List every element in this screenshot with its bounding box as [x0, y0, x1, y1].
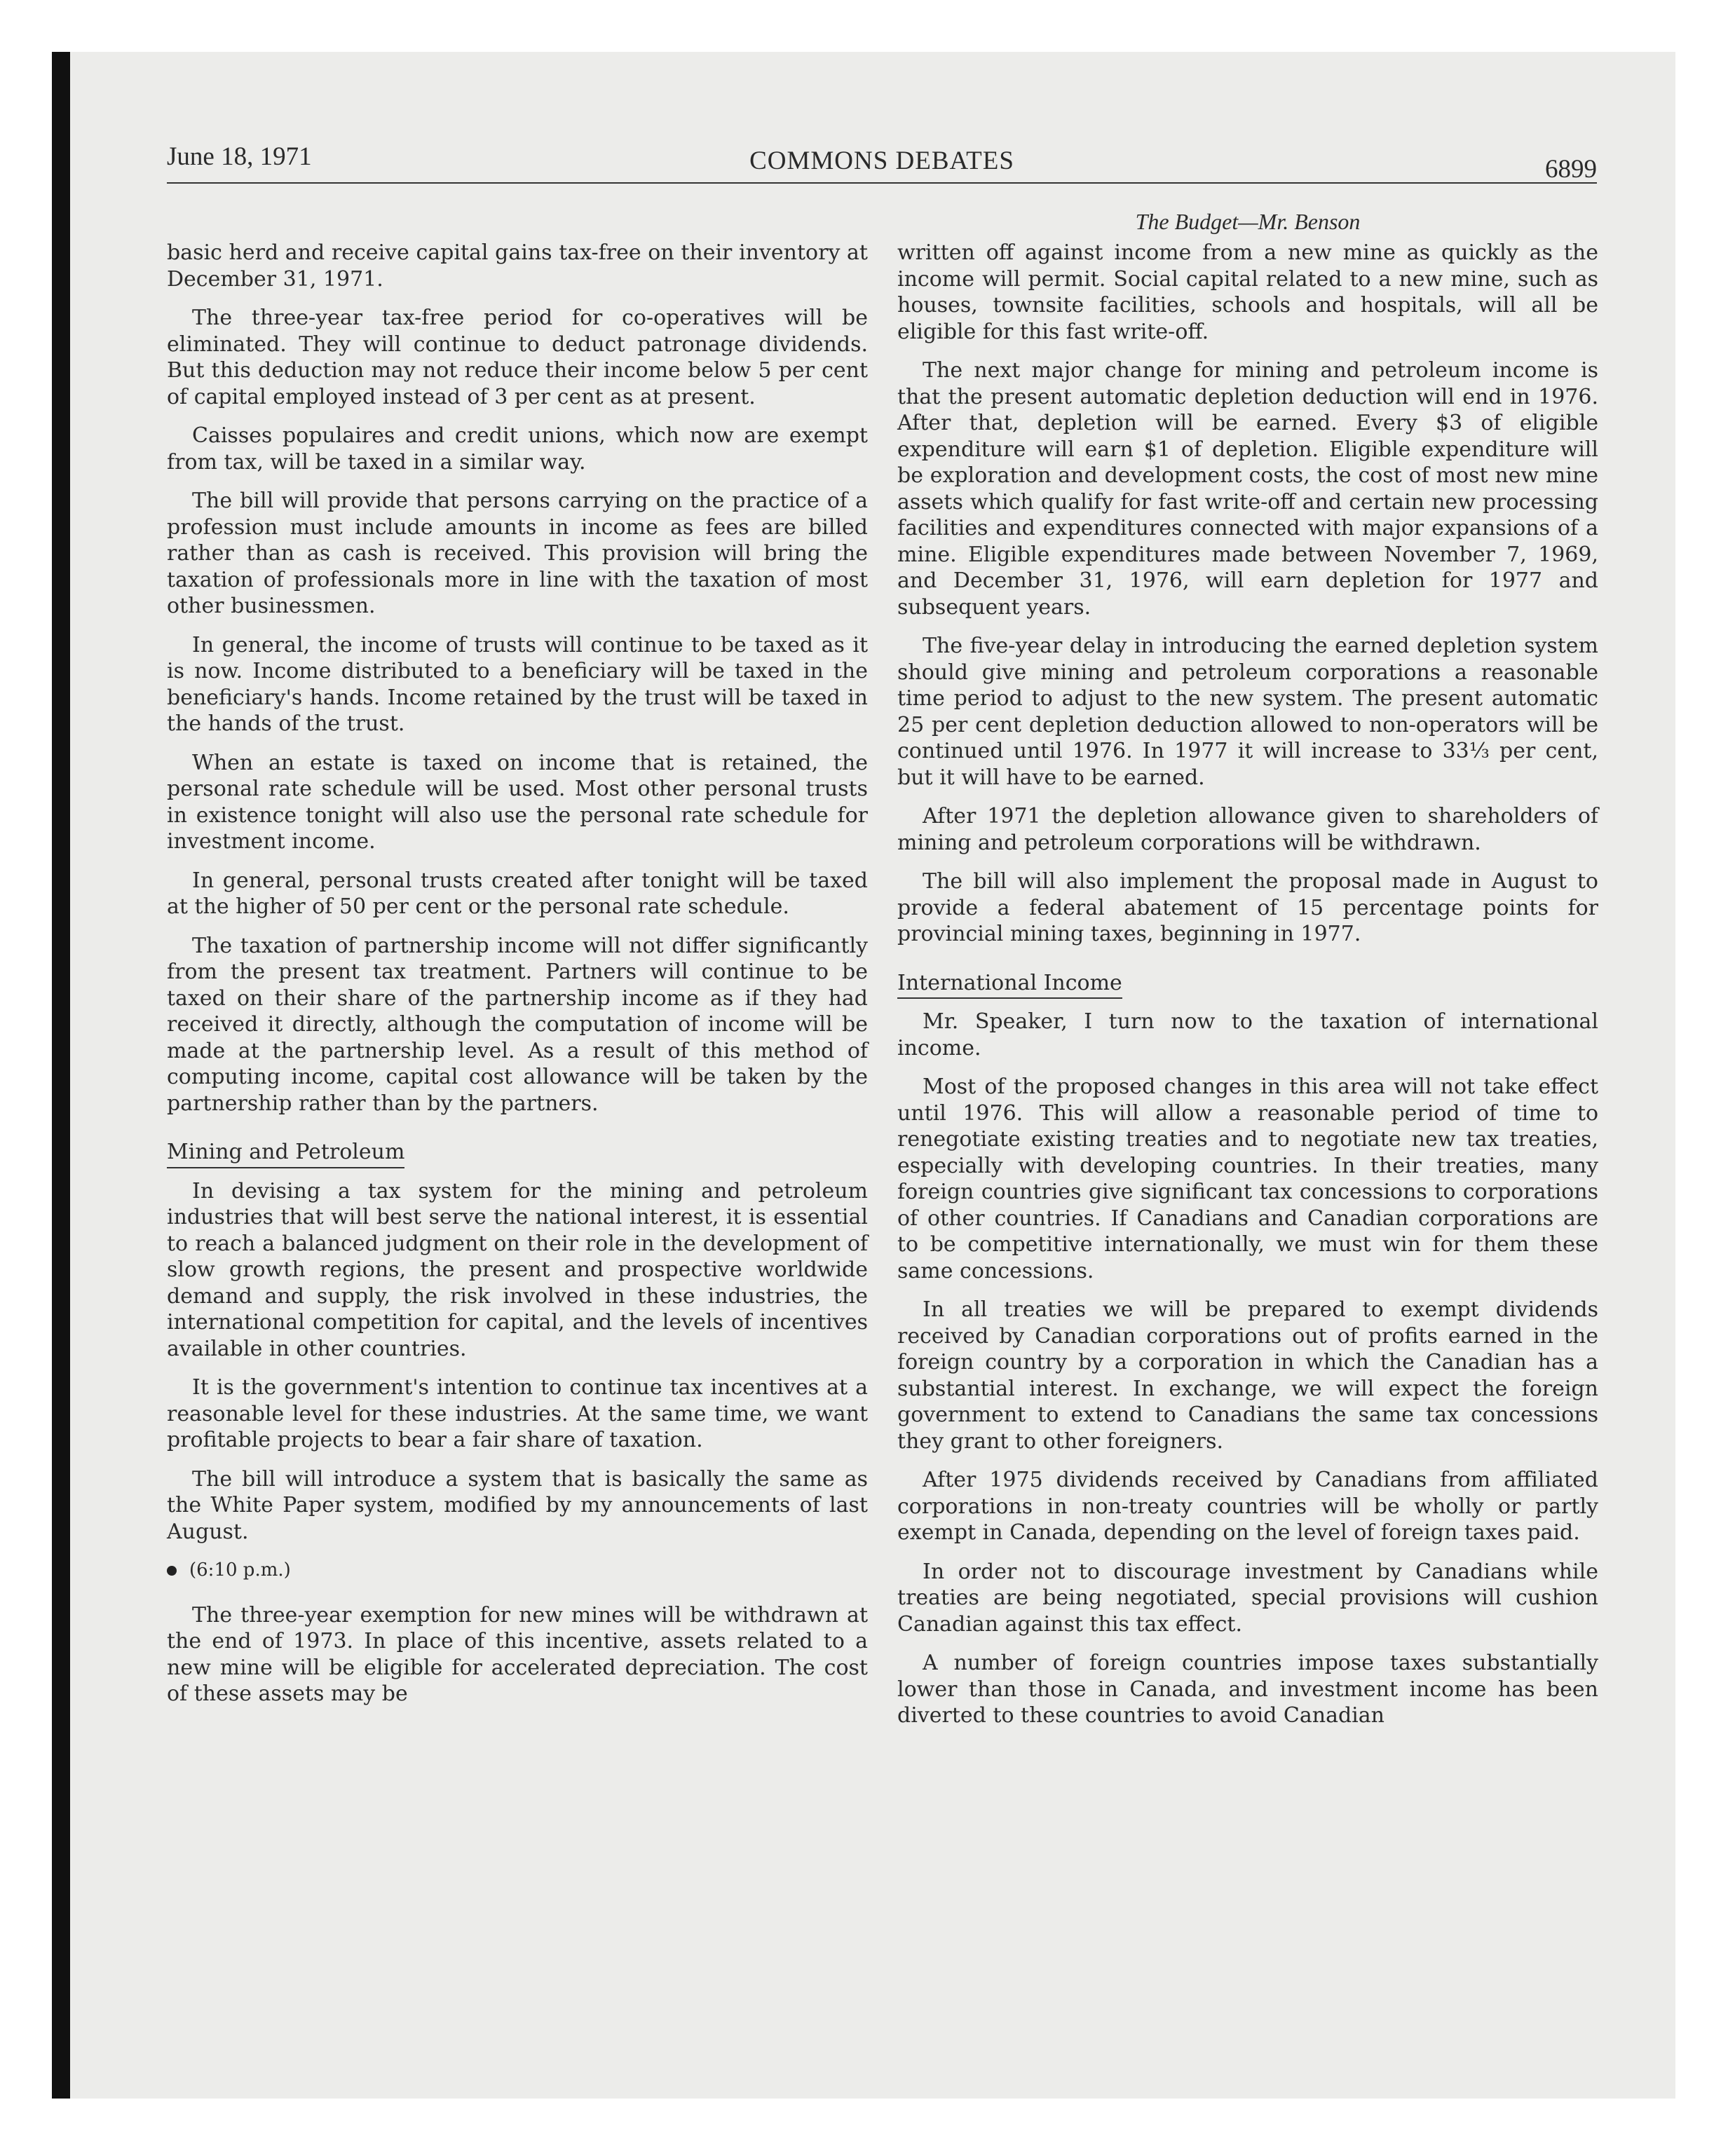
- paragraph: basic herd and receive capital gains tax-free on their inventory at December 31, 1971.: [167, 240, 868, 292]
- page-number: 6899: [1545, 155, 1597, 184]
- paragraph: Most of the proposed changes in this area will not take effect until 1976. This will allow a reasonable period of time to renegotiate existing treaties and to negotiate new tax treaties, especially with developing countries. In their treaties, many foreign countries give significant tax concessions to corporations of other countries. If Canadians and Canadian corporations are to be competitive internationally, we must win for them these same concessions.: [897, 1074, 1598, 1283]
- paragraph: Caisses populaires and credit unions, which now are exempt from tax, will be taxed in a similar way.: [167, 423, 868, 475]
- section-header: The Budget—Mr. Benson: [1135, 209, 1361, 234]
- subheading-international: International Income: [897, 970, 1122, 999]
- paragraph: The taxation of partnership income will not differ significantly from the present tax treatment. Partners will continue to be taxed on their share of the partnership income as if they had received it directly, although the computation of income will be made at the partnership level. As a result of this method of computing income, capital cost allowance will be taken by the partnership rather than by the partners.: [167, 933, 868, 1116]
- paragraph: In all treaties we will be prepared to exempt dividends received by Canadian corporations out of profits earned in the foreign country by a corporation in which the Canadian has a substantial interest. In exchange, we will expect the foreign government to extend to Canadians the same tax concessions they grant to other foreigners.: [897, 1297, 1598, 1454]
- paragraph: written off against income from a new mine as quickly as the income will permit. Social capital related to a new mine, such as houses, townsite facilities, schools and hospitals, will all be eligible for this fast write-off.: [897, 240, 1598, 344]
- header-date: June 18, 1971: [167, 142, 312, 171]
- timestamp: [167, 1557, 868, 1584]
- paragraph: The bill will also implement the proposal made in August to provide a federal abatement of 15 percentage points for provincial mining taxes, beginning in 1977.: [897, 869, 1598, 946]
- scan-edge: [52, 52, 70, 2099]
- bullet-icon: [167, 1566, 177, 1576]
- paragraph: In devising a tax system for the mining and petroleum industries that will best serve the national interest, it is essential to reach a balanced judgment on their role in the development of slow growth regions, the present and prospective worldwide demand and supply, the risk involved in these industries, the international competition for capital, and the levels of incentives available in other countries.: [167, 1178, 868, 1361]
- paragraph: The three-year exemption for new mines will be withdrawn at the end of 1973. In place of this incentive, assets related to a new mine will be eligible for accelerated depreciation. The cost of these assets may be: [167, 1602, 868, 1706]
- paragraph: Mr. Speaker, I turn now to the taxation of international income.: [897, 1009, 1598, 1060]
- paragraph: It is the government's intention to continue tax incentives at a reasonable level for these industries. At the same time, we want profitable projects to bear a fair share of taxation.: [167, 1375, 868, 1452]
- left-column: [167, 240, 868, 1720]
- paragraph: After 1971 the depletion allowance given to shareholders of mining and petroleum corporations will be withdrawn.: [897, 804, 1598, 855]
- paragraph: When an estate is taxed on income that is retained, the personal rate schedule will be used. Most other personal trusts in existence tonight will also use the personal rate schedule for investment income.: [167, 750, 868, 854]
- paragraph: The bill will provide that persons carrying on the practice of a profession must include amounts in income as fees are billed rather than as cash is received. This provision will bring the taxation of professionals more in line with the taxation of most other businessmen.: [167, 489, 868, 618]
- paragraph: The five-year delay in introducing the earned depletion system should give mining and petroleum corporations a reasonable time period to adjust to the new system. The present automatic 25 per cent depletion deduction allowed to non-operators will be continued until 1976. In 1977 it will increase to 33⅓ per cent, but it will have to be earned.: [897, 634, 1598, 790]
- paragraph: In general, personal trusts created after tonight will be taxed at the higher of 50 per cent or the personal rate schedule.: [167, 868, 868, 919]
- page-header: [167, 140, 1597, 184]
- subheading-mining: Mining and Petroleum: [167, 1139, 404, 1168]
- timestamp-text: (6:10 p.m.): [189, 1560, 291, 1581]
- paragraph: The next major change for mining and petroleum income is that the present automatic depletion deduction will end in 1976. After that, depletion will be earned. Every $3 of eligible expenditure will earn $1 of depletion. Eligible expenditure will be exploration and development costs, the cost of most new mine assets which qualify for fast write-off and certain new processing facilities and expenditures connected with major expansions of a mine. Eligible expenditures made between November 7, 1969, and December 31, 1976, will earn depletion for 1977 and subsequent years.: [897, 358, 1598, 620]
- paragraph: After 1975 dividends received by Canadians from affiliated corporations in non-treaty countries will be wholly or partly exempt in Canada, depending on the level of foreign taxes paid.: [897, 1468, 1598, 1545]
- paragraph: A number of foreign countries impose taxes substantially lower than those in Canada, and investment income has been diverted to these countries to avoid Canadian: [897, 1651, 1598, 1728]
- paragraph: In order not to discourage investment by Canadians while treaties are being negotiated, special provisions will cushion Canadian against this tax effect.: [897, 1559, 1598, 1637]
- right-column: [897, 240, 1598, 1742]
- paragraph: The three-year tax-free period for co-operatives will be eliminated. They will continue to deduct patronage dividends. But this deduction may not reduce their income below 5 per cent of capital employed instead of 3 per cent as at present.: [167, 306, 868, 409]
- paragraph: The bill will introduce a system that is basically the same as the White Paper system, modified by my announcements of last August.: [167, 1466, 868, 1544]
- header-title: COMMONS DEBATES: [749, 146, 1014, 175]
- paragraph: In general, the income of trusts will continue to be taxed as it is now. Income distributed to a beneficiary will be taxed in the beneficiary's hands. Income retained by the trust will be taxed in the hands of the trust.: [167, 632, 868, 736]
